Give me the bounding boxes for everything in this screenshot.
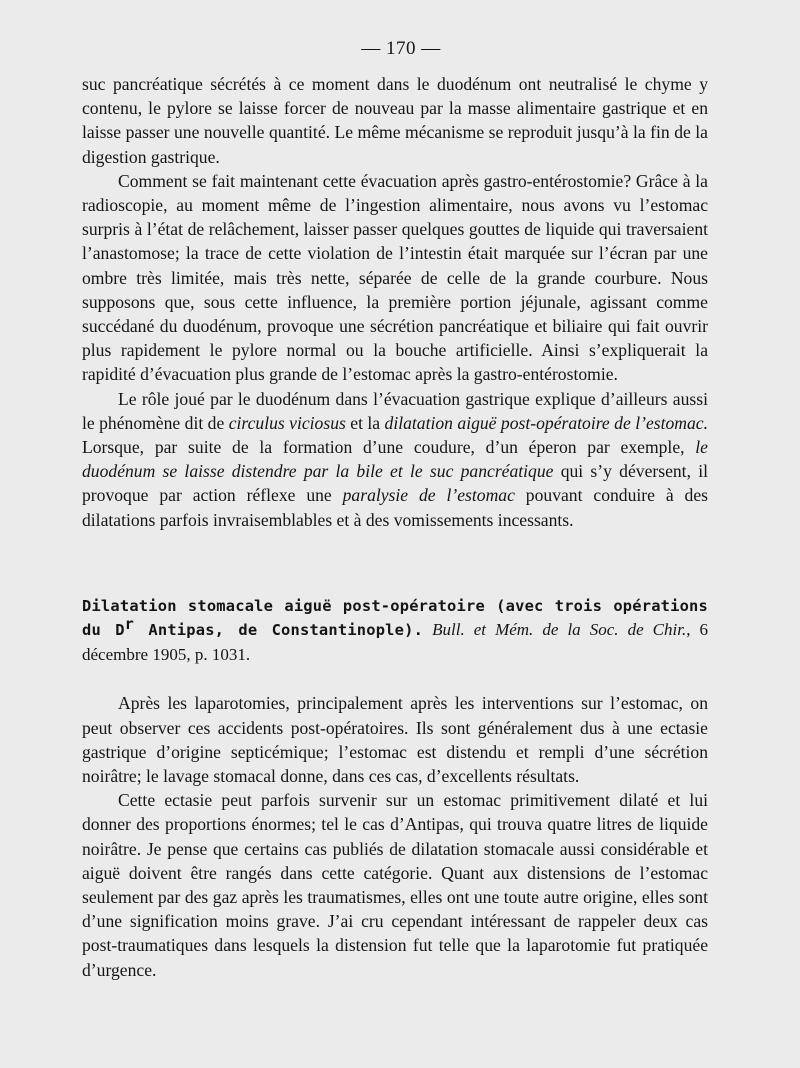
- p3-italic-dilatation: dilatation aiguë post-opératoire de l’estomac.: [384, 412, 708, 433]
- section-one: [82, 72, 708, 532]
- heading-citation-date: , 6 décembre 1905, p. 1031.: [82, 620, 709, 664]
- paragraph-laparotomies: Après les laparotomies, principalement après les interventions sur l’estomac, on peut observer ces accidents post-opératoires. Ils sont généralement dus à une ectasie gastrique d’origine septicémique; l’estomac est distendu et rempli d’une sécrétion noirâtre; le lavage stomacal donne, dans ces cas, d’excellents résultats.: [82, 693, 708, 786]
- p3-text-c: Lorsque, par suite de la formation d’une coudure, d’un éperon par exemple,: [82, 437, 696, 458]
- paragraph-evacuation: Comment se fait maintenant cette évacuation après gastro-entérostomie? Grâce à la radioscopie, au moment même de l’ingestion alimentaire, nous avons vu l’estomac surpris à l’état de relâchement, laisser passer quelques gouttes de liquide qui traversaient l’anastomose; la trace de cette violation de l’intestin était marquée sur l’écran par une ombre très limitée, mais très nette, séparée de celle de la grande courbure. Nous supposons que, sous cette influence, la première portion jéjunale, agissant comme succédané du duodénum, provoque une sécrétion pancréatique et biliaire qui fait ouvrir plus rapidement le pylore normal ou la bouche artificielle. Ainsi s’expliquerait la rapidité d’évacuation plus grande de l’estomac après la gastro-entérostomie.: [82, 170, 708, 385]
- p3-italic-paralysie: paralysie de l’estomac: [342, 485, 515, 506]
- heading-superscript: r: [124, 615, 135, 634]
- page-number: — 170 —: [361, 38, 441, 59]
- heading-title-part1: Dilatation stomacale aiguë post-opératoire (avec trois opérations du D: [82, 596, 708, 640]
- p3-text-b: et la: [345, 412, 385, 433]
- paragraph-ectasie: Cette ectasie peut parfois survenir sur un estomac primitivement dilaté et lui donner des proportions énormes; tel le cas d’Antipas, qui trouva quatre litres de liquide noirâtre. Je pense que certains cas publiés de dilatation stomacale aussi considérable et aiguë doivent être rangés dans cette catégorie. Quant aux distensions de l’estomac seulement par des gaz après les traumatismes, elles ont une toute autre origine, elles sont d’une signification moins grave. J’ai cru cependant intéressant de rappeler deux cas post-traumatiques dans lesquels la distension fut telle que la laparotomie fut pratiquée d’urgence.: [82, 790, 708, 980]
- paragraph-continuation: suc pancréatique sécrétés à ce moment dans le duodénum ont neutralisé le chyme y contenu, le pylore se laisse forcer de nouveau par la masse alimentaire gastrique et en laisse passer une nouvelle quantité. Le même mécanisme se reproduit jusqu’à la fin de la digestion gastrique.: [82, 74, 708, 167]
- p3-text-a: Le rôle joué par le duodénum dans l’évacuation gastrique explique d’ailleurs aussi le phénomène dit de: [82, 388, 708, 433]
- p3-text-e: pouvant conduire à des dilatations parfois invraisemblables et à des vomissements incessants.: [82, 485, 708, 530]
- p3-text-d: qui s’y déversent, il provoque par action réflexe une: [82, 461, 708, 506]
- section-gap: [82, 532, 708, 594]
- paragraph-duodenum-role: [82, 387, 708, 532]
- heading-citation: Bull. et Mém. de la Soc. de Chir.: [432, 620, 687, 640]
- section-heading: [82, 594, 708, 668]
- heading-title-part2: Antipas, de Constantinople).: [134, 621, 424, 640]
- section-two: [82, 691, 708, 981]
- p3-italic-duodenum: le duodénum se laisse distendre par la bile et le suc pancréatique: [82, 437, 708, 482]
- p3-italic-circulus: circulus viciosus: [228, 412, 346, 433]
